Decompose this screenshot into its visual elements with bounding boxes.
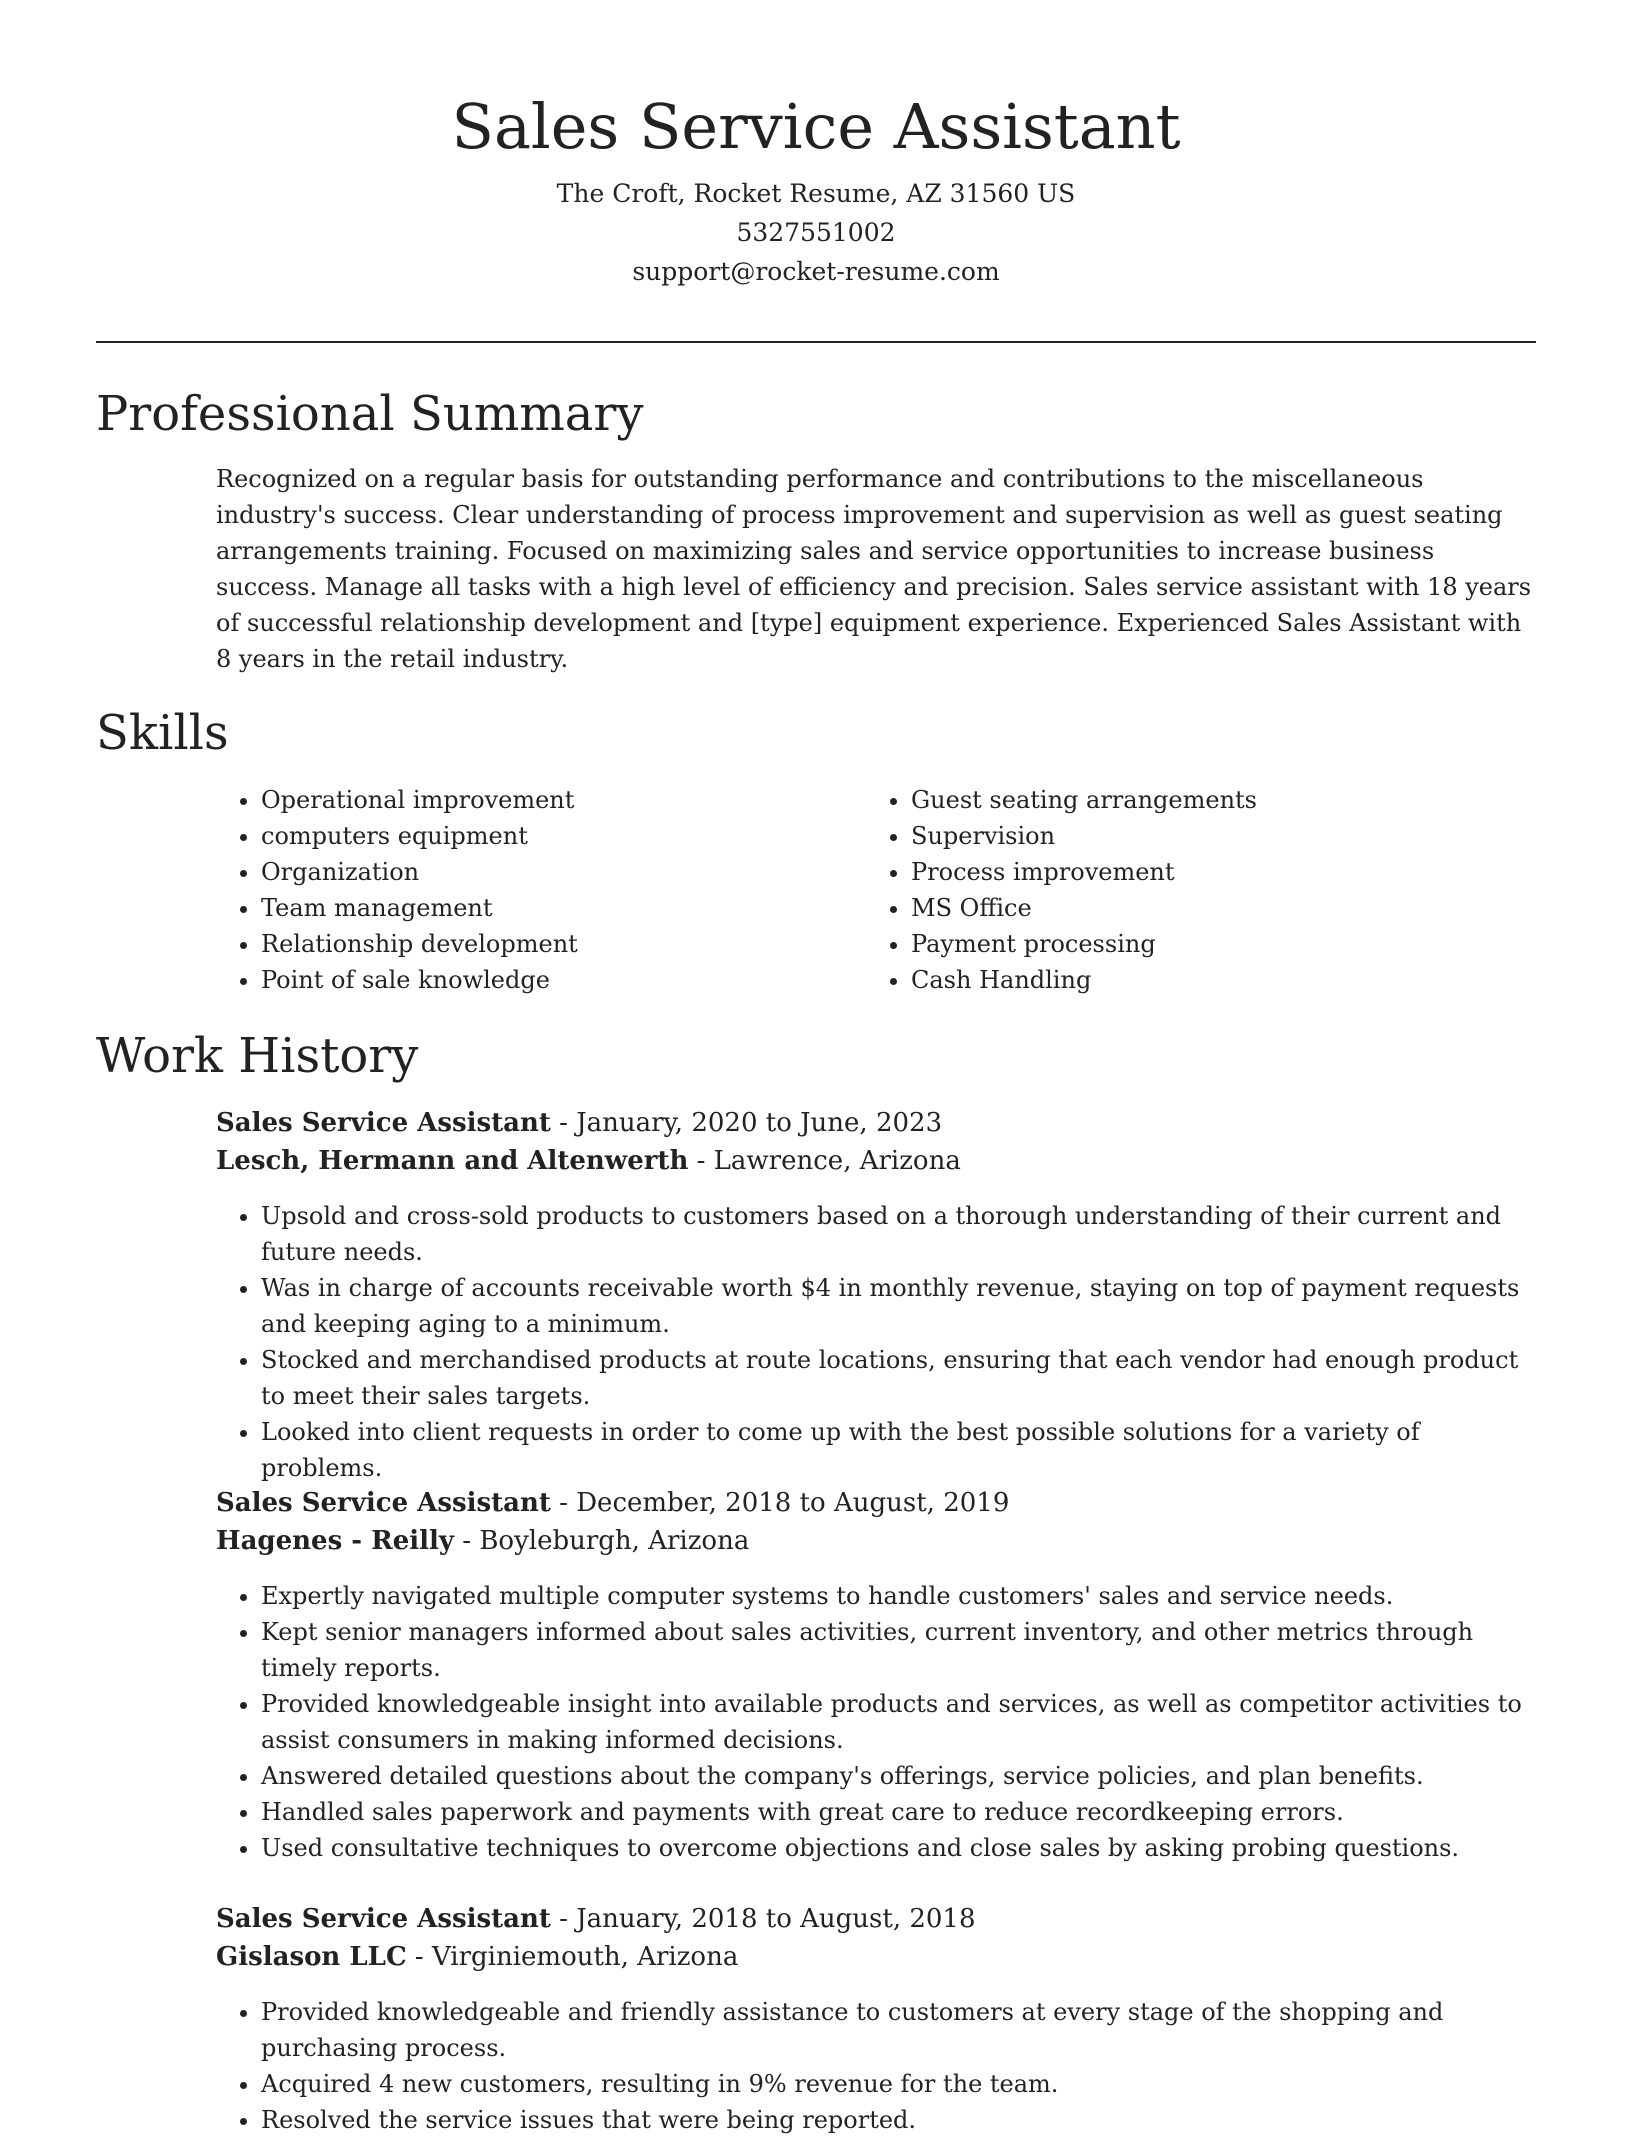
job-duties-list [216, 1578, 1541, 1866]
resume-header [96, 80, 1536, 291]
job-dates: - January, 2020 to June, 2023 [550, 1108, 943, 1138]
skill-item: • Supervision [911, 818, 1516, 854]
job-role: Sales Service Assistant [216, 1108, 551, 1138]
job-title-line [216, 1900, 1536, 1938]
summary-text: Recognized on a regular basis for outstanding performance and contributions to the miscellaneous industry's success. Clear understanding of process improvement and supervision as well as guest seating arrangements training. Focused on maximizing sales and service opportunities to increase business success. Manage all tasks with a high level of efficiency and precision. Sales service assistant with 18 years of successful relationship development and [type] equipment experience. Experienced Sales Assistant with 8 years in the retail industry. [216, 465, 1532, 673]
job-duties-list [216, 1994, 1541, 2138]
skill-item: • Process improvement [911, 854, 1516, 890]
job-role: Sales Service Assistant [216, 1488, 551, 1518]
work-history-heading: Work History [96, 1028, 419, 1084]
job-duty-item: • Expertly navigated multiple computer systems to handle customers' sales and service needs. [261, 1578, 1541, 1614]
job-dates: - December, 2018 to August, 2019 [550, 1488, 1010, 1518]
job-company: Hagenes - Reilly [216, 1526, 454, 1556]
skills-column-left [216, 782, 866, 998]
skill-item: • Relationship development [261, 926, 866, 962]
job-duty-item: • Looked into client requests in order to come up with the best possible solutions for a variety of problems. [261, 1414, 1541, 1486]
job-company: Gislason LLC [216, 1942, 407, 1972]
job-company-line [216, 1142, 1536, 1180]
job-title-line [216, 1484, 1536, 1522]
job-location: - Virginiemouth, Arizona [406, 1942, 739, 1972]
job-company-line [216, 1522, 1536, 1560]
job-duty-item: • Stocked and merchandised products at route locations, ensuring that each vendor had enough product to meet their sales targets. [261, 1342, 1541, 1414]
job-title-line [216, 1104, 1536, 1142]
contact-email: support@rocket-resume.com [632, 257, 1000, 286]
skill-item: • MS Office [911, 890, 1516, 926]
skills-list [216, 782, 1536, 998]
skill-item: • Operational improvement [261, 782, 866, 818]
job-location: - Boyleburgh, Arizona [454, 1526, 750, 1556]
job-company-line [216, 1938, 1536, 1976]
summary-heading: Professional Summary [96, 386, 644, 442]
job-duty-item: • Upsold and cross-sold products to customers based on a thorough understanding of their current and future needs. [261, 1198, 1541, 1270]
skill-item: • Payment processing [911, 926, 1516, 962]
skill-item: • Organization [261, 854, 866, 890]
job-duty-item: • Resolved the service issues that were being reported. [261, 2102, 1541, 2138]
job-duty-item: • Handled sales paperwork and payments with great care to reduce recordkeeping errors. [261, 1794, 1541, 1830]
job-duty-item: • Provided knowledgeable insight into available products and services, as well as competitor activities to assist consumers in making informed decisions. [261, 1686, 1541, 1758]
contact-address: The Croft, Rocket Resume, AZ 31560 US [556, 179, 1076, 208]
skill-item: • Guest seating arrangements [911, 782, 1516, 818]
job-company: Lesch, Hermann and Altenwerth [216, 1146, 689, 1176]
job-dates: - January, 2018 to August, 2018 [550, 1904, 976, 1934]
job-duty-item: • Was in charge of accounts receivable worth $4 in monthly revenue, staying on top of payment requests and keeping aging to a minimum. [261, 1270, 1541, 1342]
job-duty-item: • Used consultative techniques to overcome objections and close sales by asking probing questions. [261, 1830, 1541, 1866]
job-role: Sales Service Assistant [216, 1904, 551, 1934]
job-duty-item: • Answered detailed questions about the company's offerings, service policies, and plan benefits. [261, 1758, 1541, 1794]
skills-heading: Skills [96, 705, 229, 761]
job-duty-item: • Kept senior managers informed about sales activities, current inventory, and other metrics through timely reports. [261, 1614, 1541, 1686]
job-location: - Lawrence, Arizona [688, 1146, 961, 1176]
contact-phone: 5327551002 [736, 218, 896, 247]
candidate-name: Sales Service Assistant [451, 90, 1181, 163]
job-duty-item: • Provided knowledgeable and friendly assistance to customers at every stage of the shopping and purchasing process. [261, 1994, 1541, 2066]
skill-item: • Point of sale knowledge [261, 962, 866, 998]
job-duty-item: • Acquired 4 new customers, resulting in 9% revenue for the team. [261, 2066, 1541, 2102]
skill-item: • Team management [261, 890, 866, 926]
skills-column-right [866, 782, 1516, 998]
skill-item: • Cash Handling [911, 962, 1516, 998]
header-divider [96, 341, 1536, 343]
job-duties-list [216, 1198, 1541, 1486]
skill-item: • computers equipment [261, 818, 866, 854]
